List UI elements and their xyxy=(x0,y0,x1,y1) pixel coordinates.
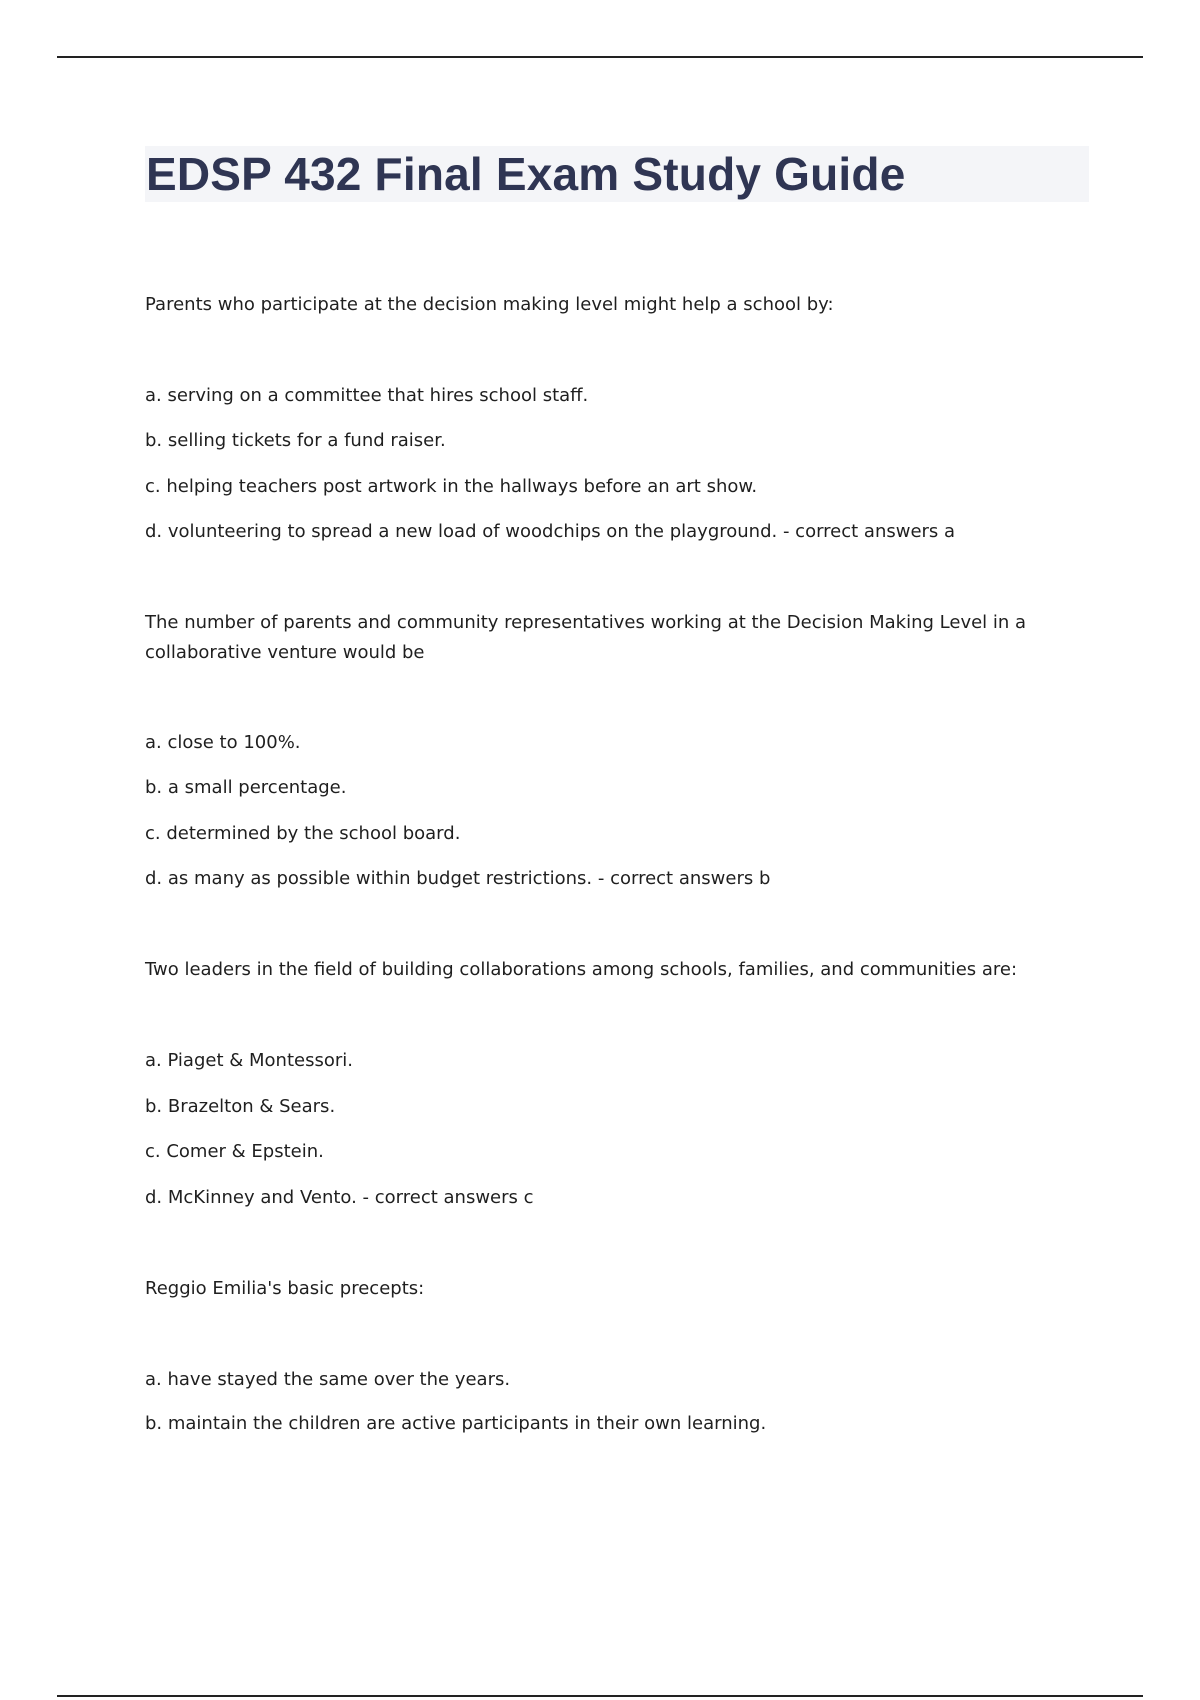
answer-option: a. close to 100%. xyxy=(145,732,301,753)
answer-option: d. as many as possible within budget restrictions. - correct answers b xyxy=(145,868,771,889)
answer-option: a. Piaget & Montessori. xyxy=(145,1050,353,1071)
answer-option: d. volunteering to spread a new load of woodchips on the playground. - correct answers a xyxy=(145,521,956,542)
page-title: EDSP 432 Final Exam Study Guide xyxy=(146,148,906,200)
question-prompt: Parents who participate at the decision making level might help a school by: xyxy=(145,294,834,315)
answer-option: c. determined by the school board. xyxy=(145,823,461,844)
question-prompt: The number of parents and community representatives working at the Decision Making Level in a collaborative venture would be xyxy=(145,612,1027,663)
answer-option: a. have stayed the same over the years. xyxy=(145,1369,511,1390)
top-divider xyxy=(57,56,1143,58)
answer-option: b. a small percentage. xyxy=(145,777,347,798)
answer-option: a. serving on a committee that hires school staff. xyxy=(145,385,589,406)
question-prompt: Reggio Emilia's basic precepts: xyxy=(145,1278,425,1299)
answer-option: b. Brazelton & Sears. xyxy=(145,1096,336,1117)
answer-option: b. maintain the children are active participants in their own learning. xyxy=(145,1413,767,1434)
answer-option: b. selling tickets for a fund raiser. xyxy=(145,430,446,451)
answer-option: d. McKinney and Vento. - correct answers c xyxy=(145,1187,534,1208)
answer-option: c. Comer & Epstein. xyxy=(145,1141,324,1162)
answer-option: c. helping teachers post artwork in the hallways before an art show. xyxy=(145,476,758,497)
bottom-divider xyxy=(57,1695,1143,1697)
question-prompt: Two leaders in the field of building collaborations among schools, families, and communities are: xyxy=(145,959,1018,980)
